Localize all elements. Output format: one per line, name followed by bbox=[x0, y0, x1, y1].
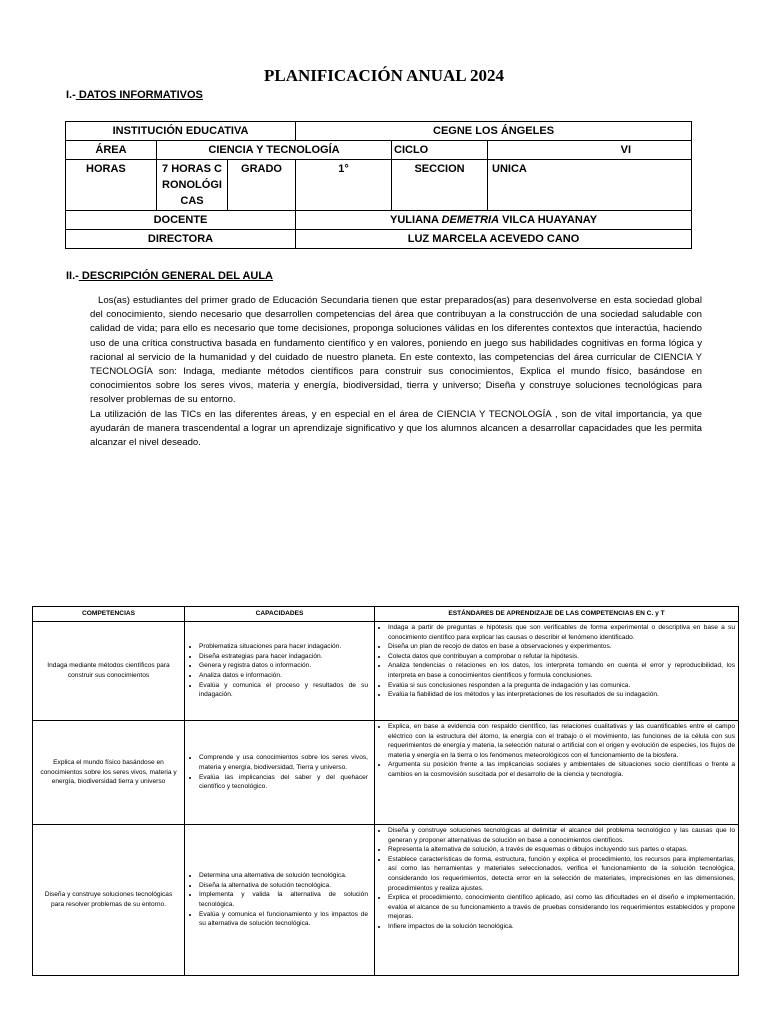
estandares-list bbox=[378, 623, 735, 700]
area-label: ÁREA bbox=[66, 141, 157, 160]
docente-value bbox=[296, 211, 692, 230]
column-header: COMPETENCIAS bbox=[33, 607, 185, 622]
ciclo-value: VI bbox=[488, 141, 692, 160]
institucion-value: CEGNE LOS ÁNGELES bbox=[296, 122, 692, 141]
list-item: • Argumenta su posición frente a las implicancias sociales y ambientales de situaciones socio científicas o frente a cambios en la cosmovisión suscitada por el desarrollo de la ciencia y tecnología. bbox=[388, 760, 735, 779]
estandares-cell bbox=[375, 825, 739, 976]
table-row bbox=[66, 230, 692, 249]
horas-label: HORAS bbox=[66, 160, 157, 211]
list-item: • Colecta datos que contribuyan a comprobar o refutar la hipótesis. bbox=[388, 652, 735, 662]
capacidades-list bbox=[189, 753, 368, 791]
list-item: • Diseña estrategias para hacer indagación. bbox=[199, 652, 368, 662]
section-number: II.- bbox=[66, 270, 79, 282]
list-item: • Diseña y construye soluciones tecnológicas al delimitar el alcance del problema tecnológico y las causas que lo generan y proponer alternativas de solución en base a conocimientos científicos. bbox=[388, 826, 735, 845]
capacidades-cell bbox=[185, 825, 375, 976]
list-item: • Evalúa si sus conclusiones responden a la pregunta de indagación y las comunica. bbox=[388, 681, 735, 691]
docente-middle-name: DEMETRIA bbox=[441, 214, 500, 226]
directora-label: DIRECTORA bbox=[66, 230, 296, 249]
list-item: • Implementa y valida la alternativa de solución tecnológica. bbox=[199, 890, 368, 909]
section-label: DESCRIPCIÓN GENERAL DEL AULA bbox=[78, 270, 273, 282]
table-row bbox=[33, 622, 739, 721]
docente-first-name: YULIANA bbox=[390, 214, 442, 226]
list-item: • Analiza datos e información. bbox=[199, 671, 368, 681]
description-text bbox=[90, 294, 702, 450]
section-number: I.- bbox=[66, 89, 76, 101]
description-paragraph: La utilización de las TICs en las diferentes áreas, y en especial en el área de CIENCIA Y TECNOLOGÍA , son de vital importancia, ya que ayudarán de manera trascendental a lograr un aprendizaje significativo y que los alumnos alcancen a desarrollar capacidades que les permita alcanzar el nivel deseado. bbox=[90, 408, 702, 449]
list-item: • Comprende y usa conocimientos sobre los seres vivos, materia y energía, biodiversidad, Tierra y universo. bbox=[199, 753, 368, 772]
grado-value: 1° bbox=[296, 160, 392, 211]
list-item: • Genera y registra datos o información. bbox=[199, 661, 368, 671]
competencias-table bbox=[32, 606, 739, 976]
competencia-cell: Diseña y construye soluciones tecnológicas para resolver problemas de su entorno. bbox=[33, 825, 185, 976]
section-label: DATOS INFORMATIVOS bbox=[75, 89, 203, 101]
docente-label: DOCENTE bbox=[66, 211, 296, 230]
column-header: CAPACIDADES bbox=[185, 607, 375, 622]
list-item: • Problematiza situaciones para hacer indagación. bbox=[199, 642, 368, 652]
estandares-cell bbox=[375, 721, 739, 825]
description-paragraph: Los(as) estudiantes del primer grado de Educación Secundaria tienen que estar preparados(as) para desenvolverse en esta sociedad global del conocimiento, siendo necesario que desarrollen competencias del área que contribuyan a la construcción de una sociedad saludable con calidad de vida; para ello es necesario que tome decisiones, proponga soluciones válidas en los diferentes contextos que interactúa, haciendo uso de una crítica constructiva basada en fundamento científico y en valores, poniendo en juego sus habilidades cognitivas en forma lógica y racional al servicio de la humanidad y del cuidado de nuestro planeta. En este contexto, las competencias del área curricular de CIENCIA Y TECNOLOGÍA son: Indaga, mediante métodos científicos para construir sus conocimientos, Explica el mundo físico, basándose en conocimientos sobre los seres vivos, materia y energía, biodiversidad, tierra y universo; Diseña y construye soluciones tecnológicas para resolver problemas de su entorno. bbox=[90, 295, 702, 406]
estandares-list bbox=[378, 722, 735, 780]
list-item: • Evalúa las implicancias del saber y del quehacer científico y tecnológico. bbox=[199, 773, 368, 792]
section-heading-datos-informativos bbox=[66, 89, 203, 101]
list-item: • Indaga a partir de preguntas e hipótesis que son verificables de forma experimental o descriptiva en base a su conocimiento científico para explicar las causas o describir el fenómeno identificado. bbox=[388, 623, 735, 642]
docente-last-name: VILCA HUAYANAY bbox=[499, 214, 598, 226]
competencia-cell: Indaga mediante métodos científicos para construir sus conocimientos bbox=[33, 622, 185, 721]
ciclo-label: CICLO bbox=[392, 141, 488, 160]
list-item: • Evalúa la fiabilidad de los métodos y las interpretaciones de los resultados de su indagación. bbox=[388, 690, 735, 700]
seccion-label: SECCION bbox=[392, 160, 488, 211]
list-item: • Diseña un plan de recojo de datos en base a observaciones y experimentos. bbox=[388, 642, 735, 652]
table-row bbox=[33, 825, 739, 976]
estandares-list bbox=[378, 826, 735, 932]
datos-informativos-table bbox=[65, 121, 692, 249]
table-row bbox=[66, 141, 692, 160]
area-value: CIENCIA Y TECNOLOGÍA bbox=[157, 141, 392, 160]
estandares-cell bbox=[375, 622, 739, 721]
column-header: ESTÁNDARES DE APRENDIZAJE DE LAS COMPETENCIAS EN C. y T bbox=[375, 607, 739, 622]
list-item: • Explica el procedimiento, conocimiento científico aplicado, así como las dificultades en el diseño e implementación, evalúa el alcance de su funcionamiento a través de pruebas considerando los requerimientos establecidos y propone mejoras. bbox=[388, 893, 735, 922]
table-row bbox=[66, 122, 692, 141]
list-item: • Infiere impactos de la solución tecnológica. bbox=[388, 922, 735, 932]
table-row bbox=[66, 211, 692, 230]
section-heading-descripcion bbox=[66, 270, 273, 282]
list-item: • Representa la alternativa de solución, a través de esquemas o dibujos incluyendo sus partes o etapas. bbox=[388, 845, 735, 855]
capacidades-list bbox=[189, 642, 368, 700]
horas-value: 7 HORAS CRONOLÓGICAS bbox=[157, 160, 228, 211]
list-item: • Diseña la alternativa de solución tecnológica. bbox=[199, 881, 368, 891]
list-item: • Determina una alternativa de solución tecnológica. bbox=[199, 871, 368, 881]
capacidades-cell bbox=[185, 622, 375, 721]
institucion-label: INSTITUCIÓN EDUCATIVA bbox=[66, 122, 296, 141]
directora-value: LUZ MARCELA ACEVEDO CANO bbox=[296, 230, 692, 249]
table-row bbox=[33, 721, 739, 825]
competencia-cell: Explica el mundo físico basándose en conocimientos sobre los seres vivos, materia y energía, biodiversidad tierra y universo bbox=[33, 721, 185, 825]
capacidades-list bbox=[189, 871, 368, 929]
seccion-value: UNICA bbox=[488, 160, 692, 211]
list-item: • Evalúa y comunica el proceso y resultados de su indagación. bbox=[199, 681, 368, 700]
list-item: • Establece características de forma, estructura, función y explica el procedimiento, los recursos para implementarlas, así como las herramientas y materiales seleccionados, verifica el funcionamiento de la solución tecnológica, considerando los requerimientos, detecta error en la selección de materiales, imprecisiones en las dimensiones, procedimientos y realiza ajustes. bbox=[388, 855, 735, 893]
table-header-row bbox=[33, 607, 739, 622]
list-item: • Explica, en base a evidencia con respaldo científico, las relaciones cualitativas y las cuantificables entre el campo eléctrico con la estructura del átomo, la energía con el trabajo o el movimiento, las funciones de la célula con sus requerimientos de energía y materia, la selección natural o artificial con el origen y evolución de especies, los flujos de materia y energía en la tierra o los fenómenos meteorológicos con el funcionamiento de la biosfera. bbox=[388, 722, 735, 760]
grado-label: GRADO bbox=[228, 160, 296, 211]
capacidades-cell bbox=[185, 721, 375, 825]
table-row bbox=[66, 160, 692, 211]
page-title: PLANIFICACIÓN ANUAL 2024 bbox=[264, 66, 504, 85]
list-item: • Evalúa y comunica el funcionamiento y los impactos de su alternativa de solución tecnológica. bbox=[199, 910, 368, 929]
list-item: • Analiza tendencias o relaciones en los datos, los interpreta tomando en cuenta el error y reproducibilidad, los interpreta en base a conocimientos científicos y formula conclusiones. bbox=[388, 661, 735, 680]
